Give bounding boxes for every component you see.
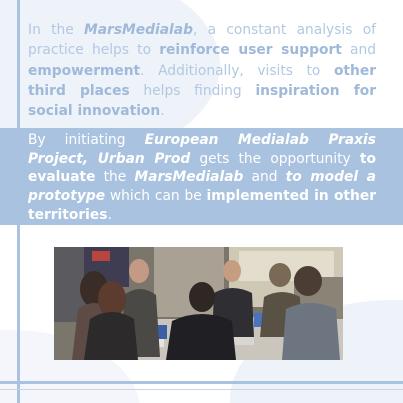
vertical-accent-line <box>17 0 20 403</box>
text-segment-emphasis: implemented in other territories <box>28 188 377 223</box>
text-segment: and <box>341 42 377 59</box>
text-segment-emphasis: empowerment <box>28 62 141 79</box>
text-segment: and <box>243 169 286 186</box>
intro-paragraph <box>28 20 376 121</box>
workshop-photo <box>54 247 343 360</box>
text-segment-emphasis: to evaluate <box>28 150 376 186</box>
text-segment: helps finding <box>129 82 256 99</box>
text-segment: . <box>160 103 165 120</box>
text-segment-emphasis: MarsMedialab <box>134 169 244 186</box>
horizontal-accent-line <box>0 381 403 384</box>
text-segment: , a constant analysis of practice helps to <box>28 22 376 59</box>
text-segment: . <box>107 206 112 223</box>
text-segment: the <box>95 169 135 186</box>
text-segment: In the <box>28 22 84 38</box>
text-segment-emphasis: other third places <box>28 62 376 99</box>
text-segment: gets the opportunity <box>190 150 360 167</box>
text-segment-emphasis: inspiration for social innovation <box>28 82 376 120</box>
text-segment-emphasis: European Medialab Praxis Project, Urban Prod <box>28 132 376 167</box>
text-segment: By initiating <box>28 132 145 148</box>
text-segment-emphasis: reinforce user support <box>159 42 342 59</box>
text-segment: . Additionally, visits to <box>140 62 334 79</box>
text-segment-emphasis: to model a prototype <box>28 169 376 205</box>
highlight-paragraph <box>28 131 376 225</box>
text-segment-emphasis: MarsMedialab <box>83 22 193 38</box>
text-segment: which can be <box>105 188 207 205</box>
horizontal-accent-line-thin <box>0 389 403 390</box>
